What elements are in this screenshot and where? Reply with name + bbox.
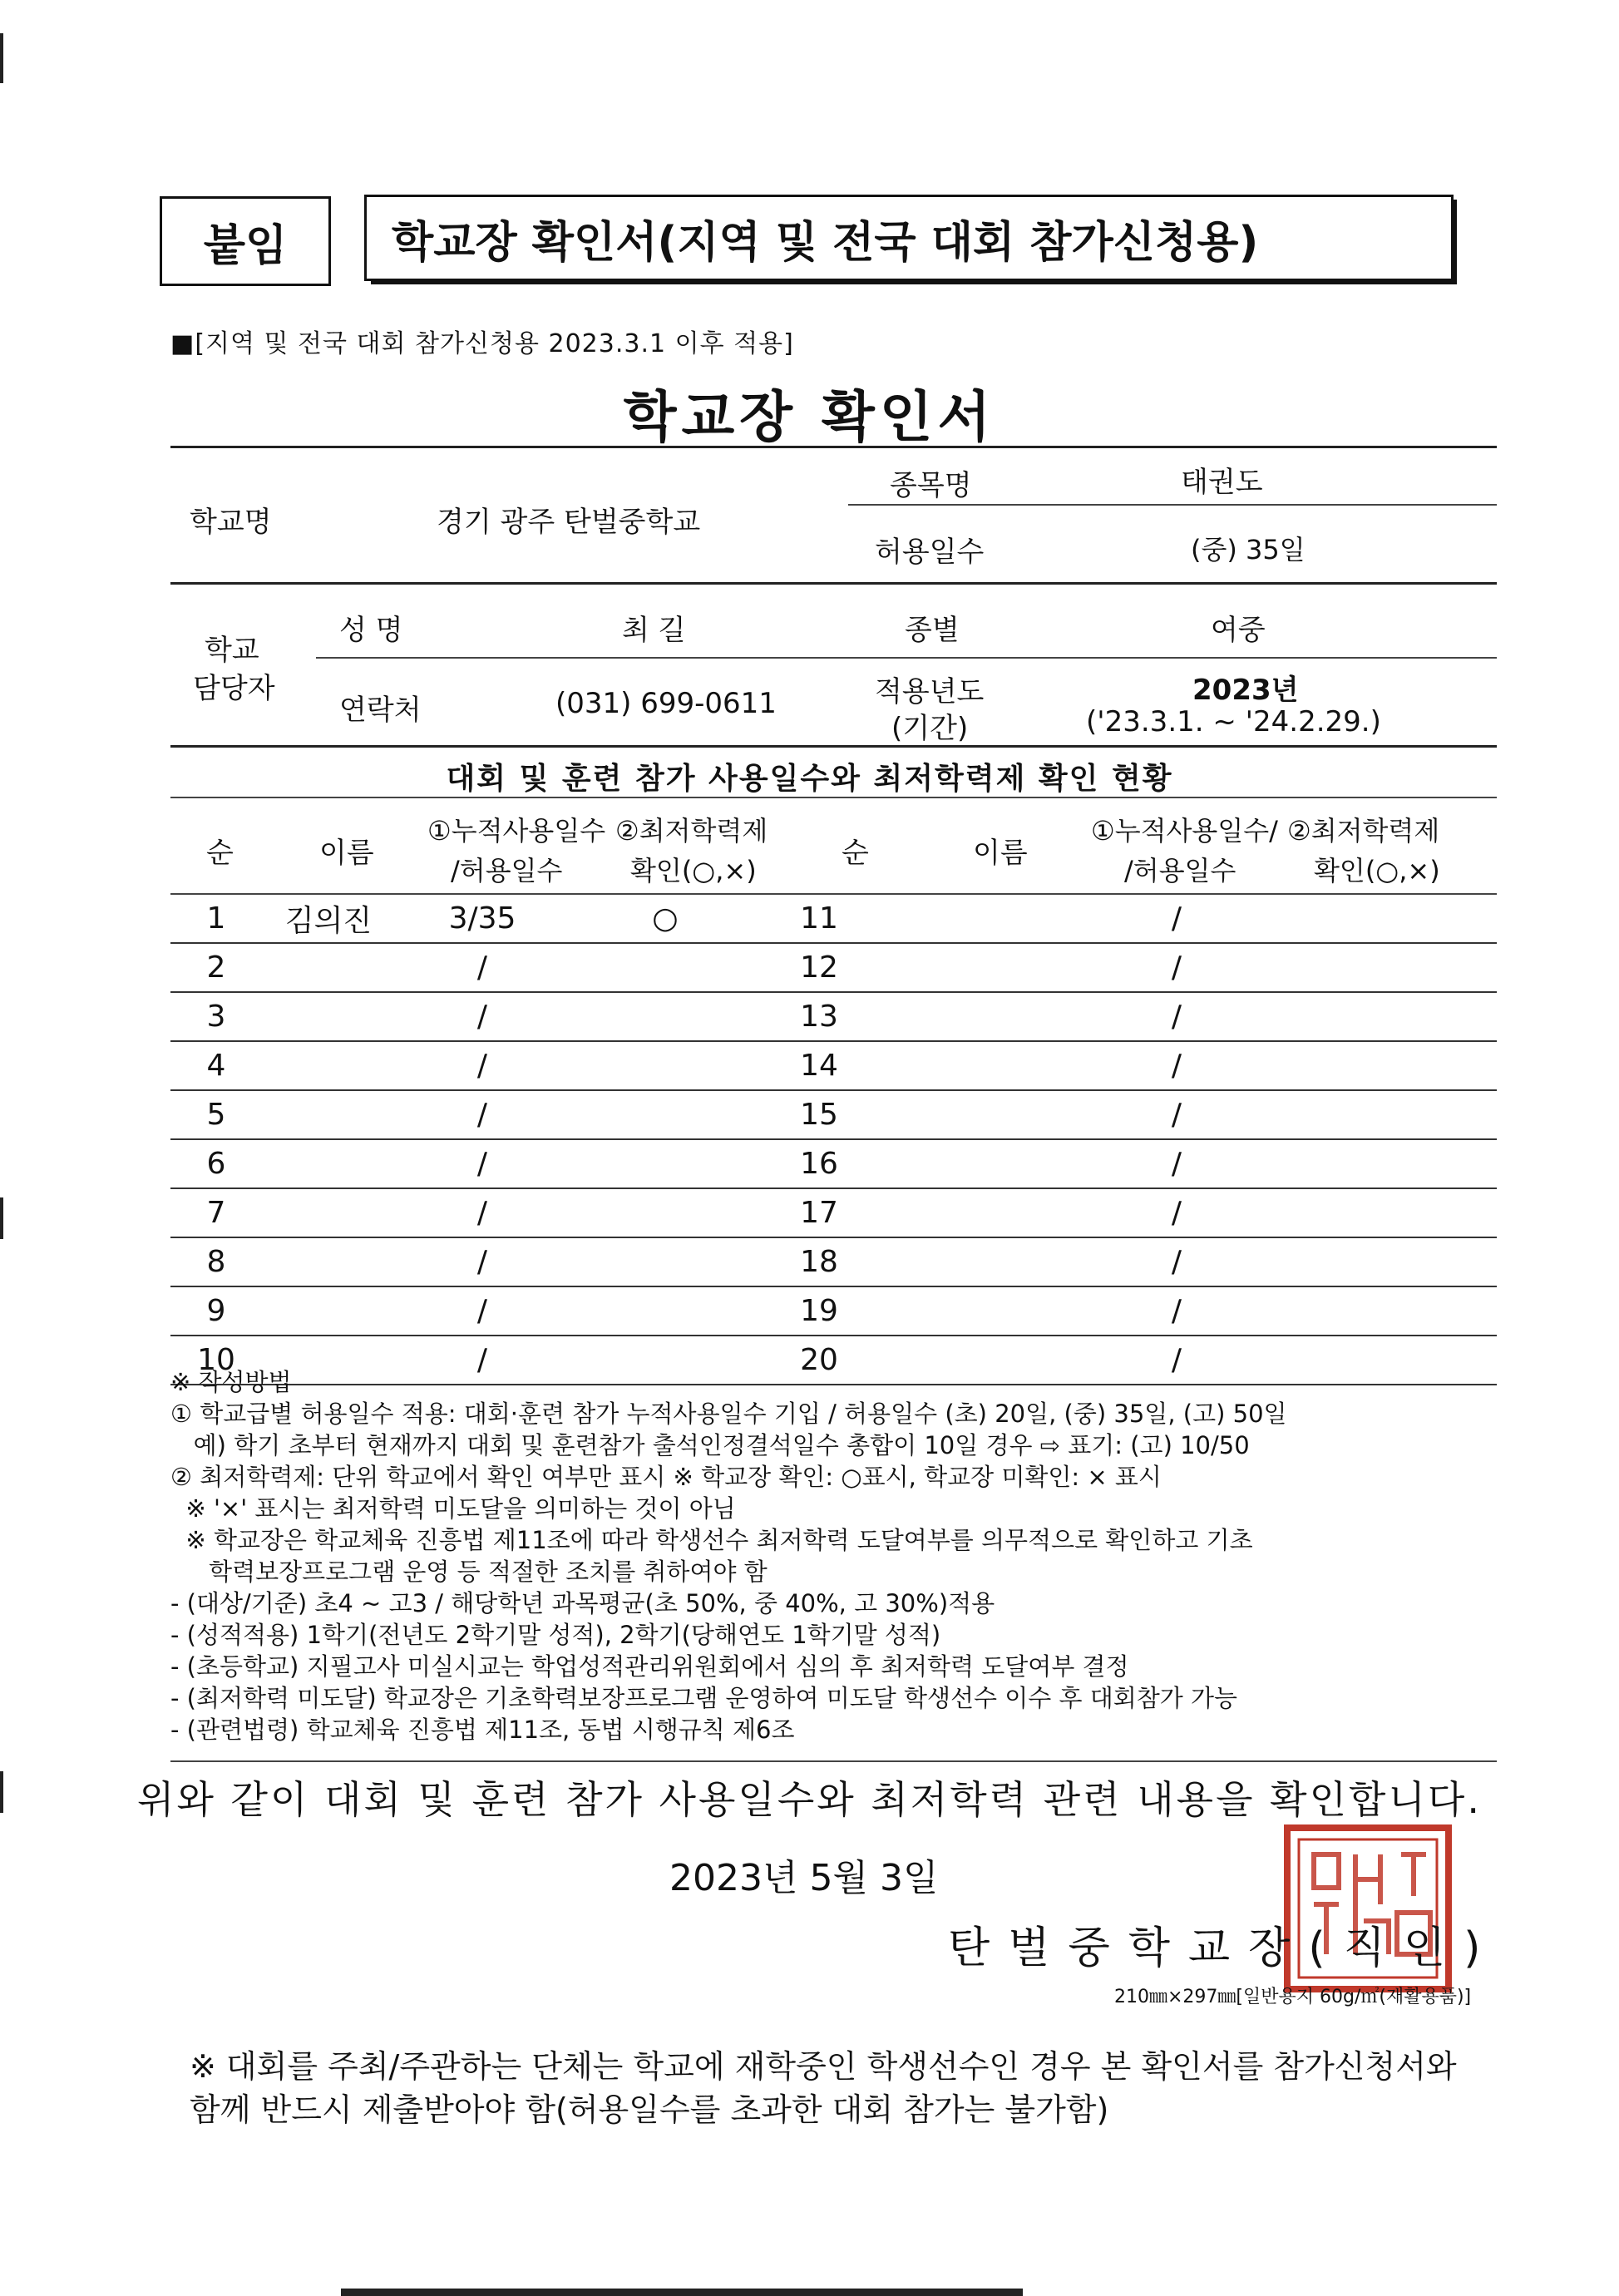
sport-label: 종목명 (890, 469, 972, 502)
table-cell-name2 (877, 1286, 1085, 1336)
table-cell-no2: 13 (761, 992, 877, 1041)
instruction-line: - (성적적용) 1학기(전년도 2학기말 성적), 2학기(당해연도 1학기말 성적) (170, 1621, 941, 1649)
table-cell-check (570, 992, 761, 1041)
instruction-line: - (초등학교) 지필고사 미실시교는 학업성적관리위원회에서 심의 후 최저학력 도달여부 결정 (170, 1652, 1129, 1681)
phone-label: 연락처 (339, 694, 422, 727)
date: 2023년 5월 3일 (669, 1857, 939, 1899)
rule (316, 657, 1497, 659)
table-cell-name (262, 1286, 395, 1336)
table-cell-name2 (877, 1188, 1085, 1237)
footer-line-1: ※ 대회를 주최/주관하는 단체는 학교에 재학중인 학생선수인 경우 본 확인서를 참가신청서와 (190, 2048, 1457, 2085)
table-cell-no2: 17 (761, 1188, 877, 1237)
rule (170, 582, 1497, 585)
table-cell-days: / (395, 1041, 570, 1090)
school-value: 경기 광주 탄벌중학교 (437, 506, 701, 539)
col-name-right: 이름 (973, 837, 1028, 870)
table-cell-name (262, 1041, 395, 1090)
table-cell-days2: / (1085, 895, 1268, 943)
table-cell-days2: / (1085, 943, 1268, 992)
col-check-1: ②최저학력제 (615, 815, 768, 847)
col-name: 이름 (319, 837, 374, 870)
table-cell-name (262, 992, 395, 1041)
rule (170, 446, 1497, 448)
status-title: 대회 및 훈련 참가 사용일수와 최저학력제 확인 현황 (446, 762, 1173, 796)
year-label-2: (기간) (891, 712, 969, 745)
instruction-line: - (대상/기준) 초4 ~ 고3 / 해당학년 과목평균(초 50%, 중 40%, 고 30%)적용 (170, 1589, 995, 1617)
table-cell-days: / (395, 1336, 570, 1385)
table-cell-no2: 18 (761, 1237, 877, 1286)
instruction-line: - (관련법령) 학교체육 진흥법 제11조, 동법 시행규칙 제6조 (170, 1716, 795, 1744)
table-cell-check2 (1268, 1041, 1497, 1090)
edge-mark (0, 1197, 3, 1239)
table-cell-check2 (1268, 1237, 1497, 1286)
contact-label-1: 학교 (205, 634, 259, 667)
principal-name: 탄벌중학교장(직인) (948, 1923, 1499, 1973)
table-cell-name (262, 1139, 395, 1188)
table-cell-name (262, 1188, 395, 1237)
col-days-1: ①누적사용일수 (427, 815, 606, 847)
table-cell-check2 (1268, 1286, 1497, 1336)
instruction-line: ※ '×' 표시는 최저학력 미도달을 의미하는 것이 아님 (170, 1494, 736, 1523)
table-cell-days: / (395, 943, 570, 992)
table-cell-no: 8 (170, 1237, 262, 1286)
instruction-line: ② 최저학력제: 단위 학교에서 확인 여부만 표시 ※ 학교장 확인: ○표시, 학교장 미확인: × 표시 (170, 1463, 1162, 1491)
table-cell-no: 4 (170, 1041, 262, 1090)
table-cell-check (570, 1090, 761, 1139)
phone-value: (031) 699-0611 (555, 687, 777, 720)
table-cell-days: / (395, 1286, 570, 1336)
table-row (170, 992, 1497, 1041)
instruction-line: ① 학교급별 허용일수 적용: 대회·훈련 참가 누적사용일수 기입 / 허용일수 (초) 20일, (중) 35일, (고) 50일 (170, 1400, 1287, 1428)
table-cell-check2 (1268, 992, 1497, 1041)
table-cell-days2: / (1085, 1237, 1268, 1286)
page-title: 학교장 확인서 (623, 385, 996, 449)
table-row (170, 943, 1497, 992)
table-cell-check2 (1268, 943, 1497, 992)
attachment-label: 붙임 (160, 196, 331, 286)
instruction-line: ※ 학교장은 학교체육 진흥법 제11조에 따라 학생선수 최저학력 도달여부를 의무적으로 확인하고 기초 (170, 1526, 1253, 1554)
year-value-2: ('23.3.1. ~ '24.2.29.) (1086, 705, 1381, 738)
table-cell-name2 (877, 1041, 1085, 1090)
rule (170, 1760, 1497, 1762)
bottom-edge-mark (341, 2289, 1023, 2296)
table-cell-days2: / (1085, 1336, 1268, 1385)
table-cell-check (570, 1286, 761, 1336)
allowed-days-label: 허용일수 (875, 536, 985, 569)
col-check-right-1: ②최저학력제 (1287, 815, 1440, 847)
table-cell-name2 (877, 1237, 1085, 1286)
table-cell-no: 2 (170, 943, 262, 992)
table-cell-check2 (1268, 1090, 1497, 1139)
table-row (170, 1041, 1497, 1090)
table-row (170, 1286, 1497, 1336)
col-days-right-2: /허용일수 (1124, 855, 1236, 886)
gender-value: 여중 (1211, 614, 1266, 647)
notice: ■[지역 및 전국 대회 참가신청용 2023.3.1 이후 적용] (170, 329, 794, 358)
year-label-1: 적용년도 (875, 675, 985, 709)
school-label: 학교명 (190, 506, 272, 539)
table-cell-no: 5 (170, 1090, 262, 1139)
table-cell-no: 9 (170, 1286, 262, 1336)
table-cell-check (570, 1139, 761, 1188)
table-cell-days: / (395, 1139, 570, 1188)
participants-table (170, 895, 1497, 1385)
table-cell-days2: / (1085, 1090, 1268, 1139)
table-cell-check (570, 1188, 761, 1237)
year-value-1: 2023년 (1192, 674, 1299, 707)
table-cell-no2: 14 (761, 1041, 877, 1090)
gender-label: 종별 (905, 614, 960, 647)
table-cell-no: 1 (170, 895, 262, 943)
table-cell-name (262, 1090, 395, 1139)
table-cell-check2 (1268, 1139, 1497, 1188)
table-cell-name2 (877, 895, 1085, 943)
table-cell-days: / (395, 992, 570, 1041)
table-cell-name (262, 1237, 395, 1286)
table-cell-name: 김의진 (262, 895, 395, 943)
table-row (170, 895, 1497, 943)
table-row (170, 1139, 1497, 1188)
table-cell-no: 3 (170, 992, 262, 1041)
table-row (170, 1336, 1497, 1385)
table-cell-days: / (395, 1237, 570, 1286)
col-days-2: /허용일수 (451, 855, 563, 886)
table-cell-no2: 11 (761, 895, 877, 943)
table-cell-check2 (1268, 895, 1497, 943)
name-label: 성 명 (339, 614, 403, 647)
table-cell-days: / (395, 1188, 570, 1237)
table-cell-name (262, 943, 395, 992)
table-cell-days2: / (1085, 1286, 1268, 1336)
table-cell-name2 (877, 1139, 1085, 1188)
table-row (170, 1188, 1497, 1237)
form-title: 학교장 확인서(지역 및 전국 대회 참가신청용) (364, 195, 1454, 281)
table-cell-no2: 20 (761, 1336, 877, 1385)
table-cell-no2: 16 (761, 1139, 877, 1188)
table-row (170, 1090, 1497, 1139)
col-days-right-1: ①누적사용일수/ (1091, 815, 1278, 847)
table-row (170, 1237, 1497, 1286)
contact-label-2: 담당자 (193, 672, 275, 705)
table-cell-days: / (395, 1090, 570, 1139)
name-value: 최 길 (622, 614, 686, 647)
allowed-days-value: (중) 35일 (1191, 534, 1306, 565)
table-cell-check (570, 943, 761, 992)
confirmation-text: 위와 같이 대회 및 훈련 참가 사용일수와 최저학력 관련 내용을 확인합니다. (137, 1777, 1482, 1822)
rule (848, 504, 1497, 506)
table-cell-days2: / (1085, 992, 1268, 1041)
col-check-right-2: 확인(○,×) (1314, 855, 1440, 886)
table-cell-no: 10 (170, 1336, 262, 1385)
table-cell-check (570, 1336, 761, 1385)
instruction-line: - (최저학력 미도달) 학교장은 기초학력보장프로그램 운영하여 미도달 학생선수 이수 후 대회참가 가능 (170, 1684, 1238, 1712)
rule (170, 745, 1497, 748)
table-cell-check2 (1268, 1336, 1497, 1385)
table-cell-no2: 15 (761, 1090, 877, 1139)
edge-mark (0, 33, 3, 83)
table-cell-days: 3/35 (395, 895, 570, 943)
table-cell-no: 6 (170, 1139, 262, 1188)
table-cell-no2: 19 (761, 1286, 877, 1336)
table-cell-no: 7 (170, 1188, 262, 1237)
table-cell-name2 (877, 1090, 1085, 1139)
col-no-right: 순 (842, 837, 869, 870)
table-cell-days2: / (1085, 1188, 1268, 1237)
table-cell-check (570, 1041, 761, 1090)
col-check-2: 확인(○,×) (630, 855, 757, 886)
table-cell-days2: / (1085, 1139, 1268, 1188)
table-cell-name2 (877, 943, 1085, 992)
table-cell-days2: / (1085, 1041, 1268, 1090)
instruction-line: 학력보장프로그램 운영 등 적절한 조치를 취하여야 함 (170, 1558, 768, 1586)
table-cell-check2 (1268, 1188, 1497, 1237)
table-cell-check (570, 1237, 761, 1286)
instruction-line: ※ 작성방법 (170, 1368, 292, 1396)
footer-line-2: 함께 반드시 제출받아야 함(허용일수를 초과한 대회 참가는 불가함) (190, 2091, 1109, 2128)
sport-value: 태권도 (1181, 466, 1263, 499)
table-cell-no2: 12 (761, 943, 877, 992)
instruction-line: 예) 학기 초부터 현재까지 대회 및 훈련참가 출석인정결석일수 총합이 10일 경우 ⇨ 표기: (고) 10/50 (170, 1431, 1250, 1459)
col-no: 순 (206, 837, 234, 870)
paper-spec: 210㎜×297㎜[일반용지 60g/㎡(재활용품)] (1114, 1987, 1472, 2007)
table-cell-name2 (877, 992, 1085, 1041)
table-cell-name2 (877, 1336, 1085, 1385)
table-cell-check: ○ (570, 895, 761, 943)
